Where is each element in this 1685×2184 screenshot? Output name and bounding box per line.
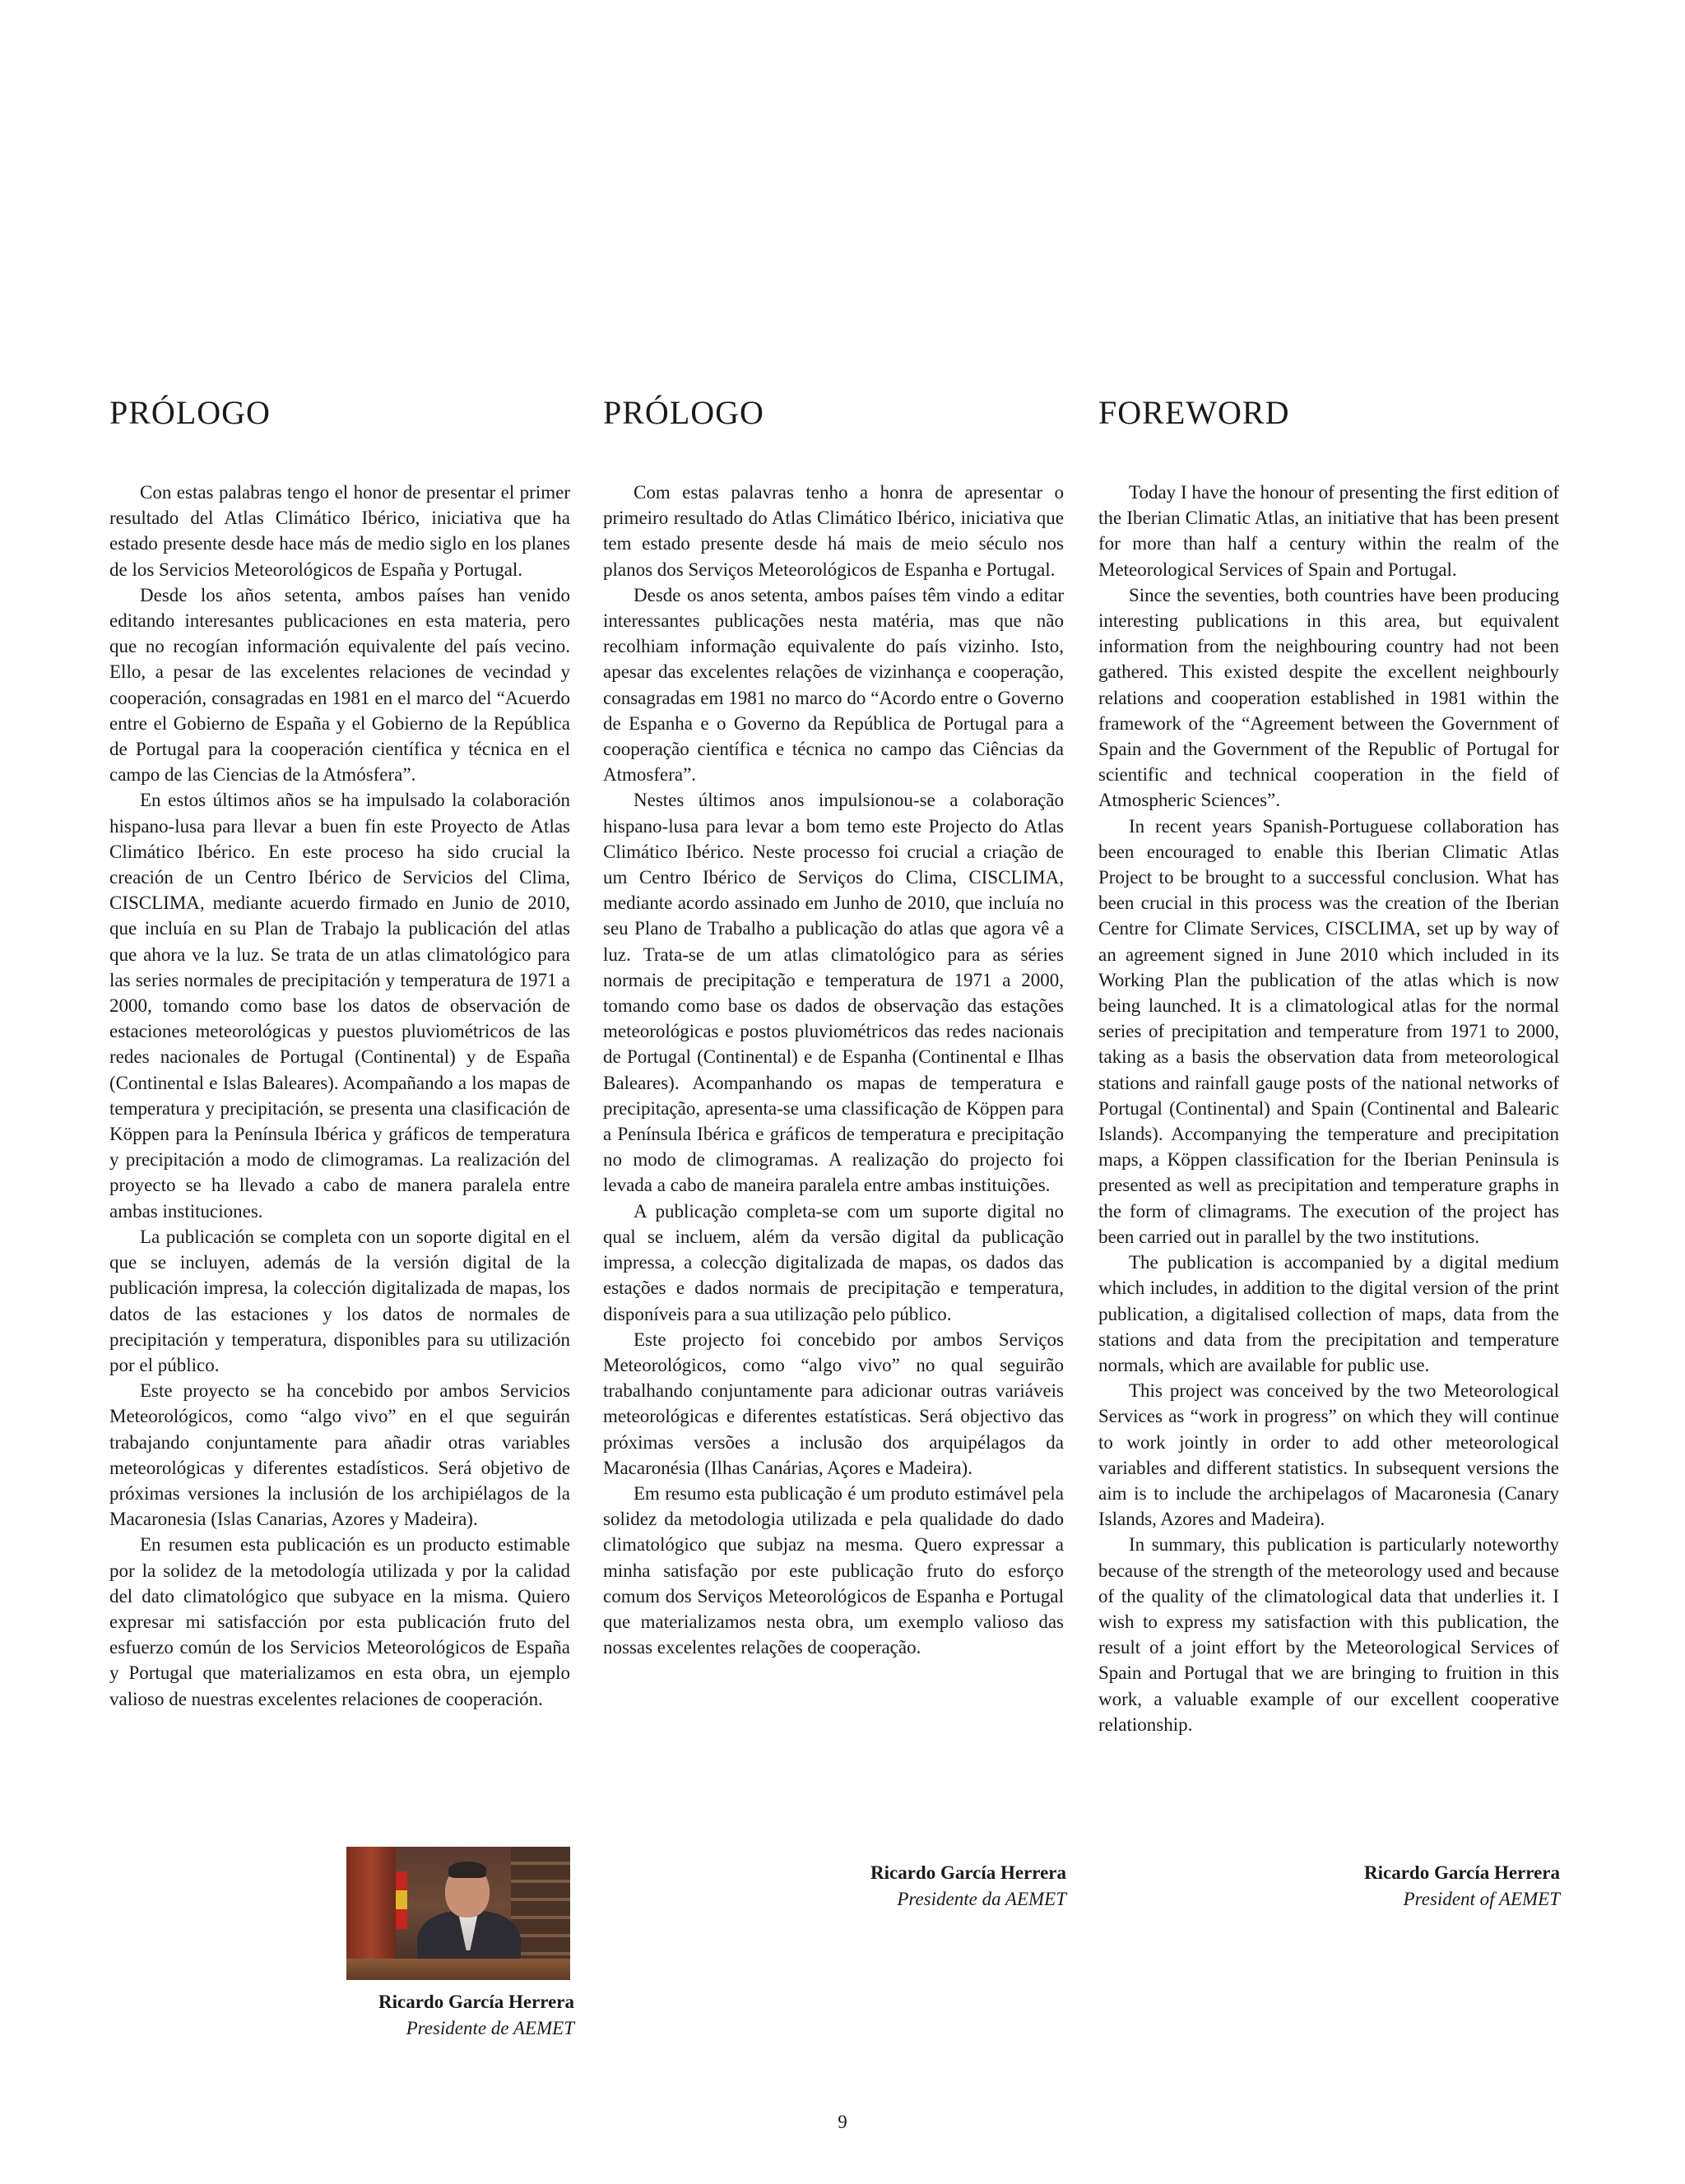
english-paragraph: Since the seventies, both countries have been producing interesting publications in this area, but equivalent information from the neighbouring country had not been gathered. This existed despite the excellent neighbourly relations and cooperation established in 1981 within the framework of the “Agreement between the Government of Spain and the Government of the Republic of Portugal for scientific and technical cooperation in the field of Atmospheric Sciences”.: [1098, 584, 1559, 811]
portuguese-body: [603, 480, 1064, 1660]
column-portuguese: [603, 393, 1064, 1660]
spanish-paragraph: En resumen esta publicación es un producto estimable por la solidez de la metodología utilizada y por la calidad del dato climatológico que subyace en la misma. Quiero expresar mi satisfacción por esta publicación fruto del esfuerzo común de los Servicios Meteorológicos de España y Portugal que materializamos en esta obra, un ejemplo valioso de nuestras excelentes relaciones de cooperación.: [109, 1534, 570, 1709]
portuguese-paragraph: Com estas palavras tenho a honra de apresentar o primeiro resultado do Atlas Climático Ibérico, iniciativa que tem estado presente desde há mais de meio século nos planos dos Serviços Meteorológicos de Espanha e Portugal.: [603, 482, 1064, 580]
spanish-paragraph: Este proyecto se ha concebido por ambos Servicios Meteorológicos, como “algo vivo” en el que seguirán trabajando conjuntamente para añadir otras variables meteorológicas y diferentes estadísticos. Será objetivo de próximas versiones la inclusión de los archipiélagos de la Macaronesia (Islas Canarias, Azores y Madeira).: [109, 1380, 570, 1530]
spanish-paragraph: Desde los años setenta, ambos países han venido editando interesantes publicaciones en esta materia, pero que no recogían información equivalente del país vecino. Ello, a pesar de las excelentes relaciones de vecindad y cooperación, consagradas en 1981 en el marco del “Acuerdo entre el Gobierno de España y el Gobierno de la República de Portugal para la cooperación científica y técnica en el campo de las Ciencias de la Atmósfera”.: [109, 584, 570, 786]
portuguese-paragraph: Nestes últimos anos impulsionou-se a colaboração hispano-lusa para levar a bom temo este Projecto do Atlas Climático Ibérico. Neste processo foi crucial a criação de um Centro Ibérico de Serviços do Clima, CISCLIMA, mediante acordo assinado em Junho de 2010, que incluía no seu Plano de Trabalho a publicação do atlas que agora vê a luz. Trata-se de um atlas climatológico para as séries normais de precipitação e temperatura de 1971 a 2000, tomando como base os dados de observação das estações meteorológicas e postos pluviométricos das redes nacionais de Portugal (Continental) e de Espanha (Continental e Ilhas Baleares). Acompanhando os mapas de temperatura e precipitação, apresenta-se uma classificação de Köppen para a Península Ibérica e gráficos de temperatura e precipitação no modo de climogramas. A realização do projecto foi levada a cabo de maneira paralela entre ambas instituições.: [603, 790, 1064, 1196]
column-english: [1098, 393, 1559, 1737]
english-paragraph: Today I have the honour of presenting the first edition of the Iberian Climatic Atlas, an initiative that has been present for more than half a century within the realm of the Meteorological Services of Spain and Portugal.: [1098, 482, 1559, 580]
author-portrait-photo: [346, 1847, 570, 1980]
signature-spanish: [378, 1989, 574, 2042]
signature-name: Ricardo García Herrera: [378, 1992, 574, 2012]
signature-english: [1364, 1860, 1560, 1913]
portuguese-paragraph: A publicação completa-se com um suporte digital no qual se incluem, além da versão digital da publicação impressa, a colecção digitalizada de mapas, os dados das estações e dados normais de precipitação e temperatura, disponíveis para a sua utilização pelo público.: [603, 1200, 1064, 1324]
spanish-paragraph: La publicación se completa con un soporte digital en el que se incluyen, además de la versión digital de la publicación impresa, la colección digitalizada de mapas, los datos de las estaciones y los datos de normales de precipitación y temperatura, disponibles para su utilización por el público.: [109, 1226, 570, 1375]
spanish-title: PRÓLOGO: [109, 394, 271, 431]
english-body: [1098, 480, 1559, 1737]
signature-role: Presidente de AEMET: [406, 2018, 574, 2038]
spanish-body: [109, 480, 570, 1712]
english-paragraph: In summary, this publication is particularly noteworthy because of the strength of the meteorology used and because of the quality of the climatological data that underlies it. I wish to express my satisfaction with this publication, the result of a joint effort by the Meteorological Services of Spain and Portugal that we are bringing to fruition in this work, a valuable example of our excellent cooperative relationship.: [1098, 1534, 1559, 1735]
spanish-paragraph: Con estas palabras tengo el honor de presentar el primer resultado del Atlas Climático Ibérico, iniciativa que ha estado presente desde hace más de medio siglo en los planes de los Servicios Meteorológicos de España y Portugal.: [109, 482, 570, 580]
signature-portuguese: [870, 1860, 1066, 1913]
portuguese-paragraph: Em resumo esta publicação é um produto estimável pela solidez da metodologia utilizada e pela qualidade do dado climatológico que subjaz na mesma. Quero expressar a minha satisfação por este publicação fruto do esforço comum dos Serviços Meteorológicos de Espanha e Portugal que materializamos nesta obra, um exemplo valioso das nossas excelentes relações de cooperação.: [603, 1482, 1064, 1658]
portuguese-title: PRÓLOGO: [603, 394, 764, 431]
column-spanish: [109, 393, 570, 1712]
english-paragraph: This project was conceived by the two Meteorological Services as “work in progress” on which they will continue to work jointly in order to add other meteorological variables and different statistics. In subsequent versions the aim is to include the archipelagos of Macaronesia (Canary Islands, Azores and Madeira).: [1098, 1380, 1559, 1530]
signature-role: Presidente da AEMET: [897, 1889, 1066, 1909]
photo-desk: [346, 1959, 570, 1980]
photo-flag: [396, 1871, 407, 1929]
english-title: FOREWORD: [1098, 394, 1290, 431]
english-paragraph: In recent years Spanish-Portuguese collaboration has been encouraged to enable this Iberian Climatic Atlas Project to be brought to a successful conclusion. What has been crucial in this process was the creation of the Iberian Centre for Climate Services, CISCLIMA, set up by way of an agreement signed in June 2010 which included in its Working Plan the publication of the atlas which is now being launched. It is a climatological atlas for the normal series of precipitation and temperature from 1971 to 2000, taking as a basis the observation data from meteorological stations and rainfall gauge posts of the national networks of Portugal (Continental) and Spain (Continental and Balearic Islands). Accompanying the temperature and precipitation maps, a Köppen classification for the Iberian Peninsula is presented as well as precipitation and temperature graphs in the form of climagrams. The execution of the project has been carried out in parallel by the two institutions.: [1098, 815, 1559, 1247]
portuguese-paragraph: Este projecto foi concebido por ambos Serviços Meteorológicos, como “algo vivo” no qual seguirão trabalhando conjuntamente para adicionar outras variáveis meteorológicas e diferentes estatísticas. Será objectivo das próximas versões a inclusão dos arquipélagos da Macaronésia (Ilhas Canárias, Açores e Madeira).: [603, 1328, 1064, 1478]
photo-person-hair: [448, 1862, 486, 1878]
signature-name: Ricardo García Herrera: [1363, 1862, 1560, 1883]
page-number: 9: [838, 2112, 847, 2132]
spanish-paragraph: En estos últimos años se ha impulsado la colaboración hispano-lusa para llevar a buen fin este Proyecto de Atlas Climático Ibérico. En este proceso ha sido crucial la creación de un Centro Ibérico de Servicios del Clima, CISCLIMA, mediante acuerdo firmado en Junio de 2010, que incluía en su Plan de Trabajo la publicación del atlas que ahora ve la luz. Se trata de un atlas climatológico para las series normales de precipitación y temperatura de 1971 a 2000, tomando como base los datos de observación de estaciones meteorológicas y puestos pluviométricos de las redes nacionales de Portugal (Continental) y de España (Continental e Islas Baleares). Acompañando a los mapas de temperatura y precipitación, se presenta una clasificación de Köppen para la Península Ibérica y gráficos de temperatura y precipitación a modo de climogramas. La realización del proyecto se ha llevado a cabo de manera paralela entre ambas instituciones.: [109, 790, 570, 1222]
signature-name: Ricardo García Herrera: [870, 1862, 1066, 1883]
portuguese-paragraph: Desde os anos setenta, ambos países têm vindo a editar interessantes publicações nesta matéria, mas que não recolhiam informação equivalente do país vizinho. Isto, apesar das excelentes relações de vizinhança e cooperação, consagradas em 1981 no marco do “Acordo entre o Governo de Espanha e o Governo da República de Portugal para a cooperação científica e técnica no campo das Ciências da Atmosfera”.: [603, 584, 1064, 786]
english-paragraph: The publication is accompanied by a digital medium which includes, in addition to the digital version of the print publication, a digitalised collection of maps, data from the stations and data from the precipitation and temperature normals, which are available for public use.: [1098, 1252, 1559, 1375]
signature-role: President of AEMET: [1403, 1889, 1560, 1909]
